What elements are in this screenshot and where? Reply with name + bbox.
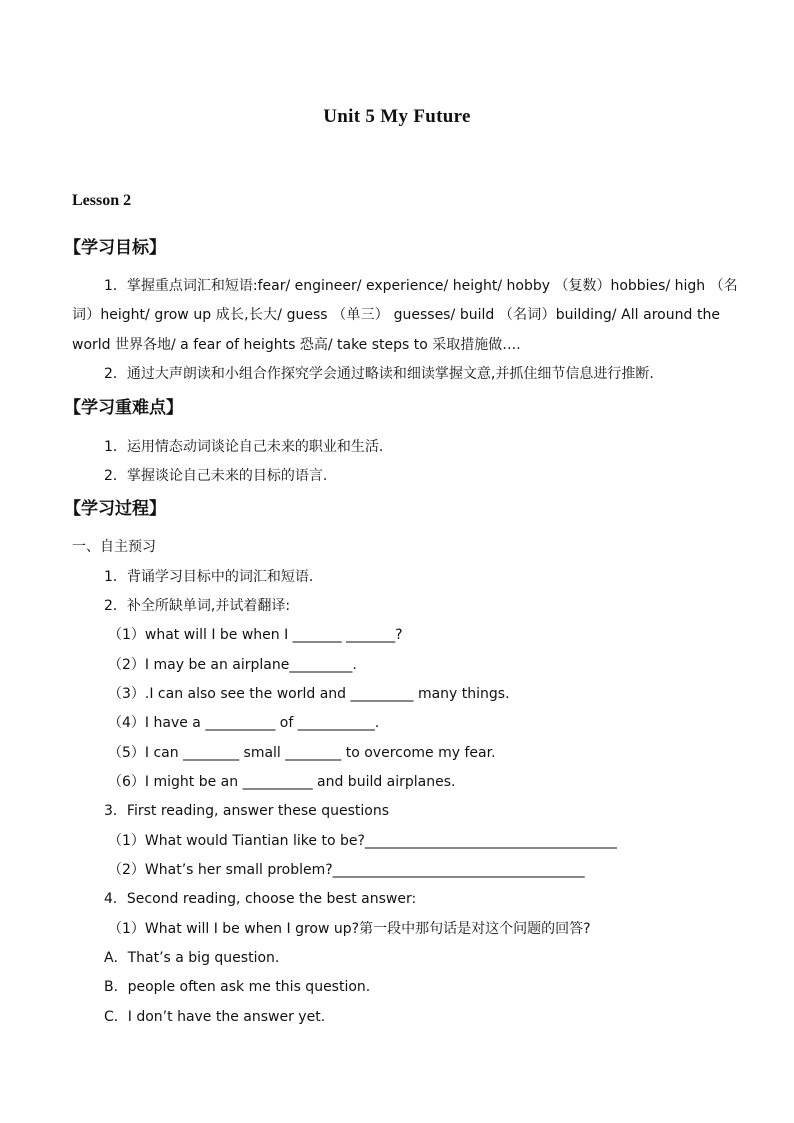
goals-line-1: 1．掌握重点词汇和短语:fear/ engineer/ experience/ height/ hobby （复数）hobbies/ high （名 — [104, 278, 738, 294]
difficulties-heading: 【学习重难点】 — [64, 398, 183, 418]
task-1: 1．背诵学习目标中的词汇和短语. — [104, 569, 314, 585]
reading-question: （1）What would Tiantian like to be?____________________________________ — [108, 833, 617, 849]
fill-item: （4）I have a __________ of ___________. — [108, 715, 380, 731]
fill-item: （6）I might be an __________ and build airplanes. — [108, 774, 456, 790]
difficulty-item-1: 1．运用情态动词谈论自己未来的职业和生活. — [104, 439, 384, 455]
section-heading: 一、自主预习 — [72, 539, 156, 555]
task-2: 2．补全所缺单词,并试着翻译: — [104, 598, 291, 614]
lesson-heading: Lesson 2 — [72, 192, 132, 209]
goals-line-2: 词）height/ grow up 成长,长大/ guess （单三） guesses/ build （名词）building/ All around the — [72, 307, 720, 323]
task-3: 3．First reading, answer these questions — [104, 803, 390, 819]
option-c: C．I don’t have the answer yet. — [104, 1009, 326, 1025]
task-4: 4．Second reading, choose the best answer: — [104, 891, 417, 907]
goals-heading: 【学习目标】 — [64, 238, 166, 258]
option-a: A．That’s a big question. — [104, 950, 280, 966]
fill-item: （5）I can ________ small ________ to overcome my fear. — [108, 745, 496, 761]
goals-line-3: world 世界各地/ a fear of heights 恐高/ take steps to 采取措施做…. — [72, 337, 521, 353]
reading-question: （2）What’s her small problem?____________________________________ — [108, 862, 585, 878]
page-title: Unit 5 My Future — [323, 106, 471, 127]
goals-line-4: 2．通过大声朗读和小组合作探究学会通过略读和细读掌握文意,并抓住细节信息进行推断. — [104, 366, 654, 382]
fill-item: （2）I may be an airplane_________. — [108, 657, 357, 673]
choice-question: （1）What will I be when I grow up?第一段中那句话是对这个问题的回答? — [108, 921, 591, 937]
fill-item: （3）.I can also see the world and _________ many things. — [108, 686, 510, 702]
difficulty-item-2: 2．掌握谈论自己未来的目标的语言. — [104, 468, 328, 484]
process-heading: 【学习过程】 — [64, 499, 166, 519]
option-b: B．people often ask me this question. — [104, 979, 371, 995]
fill-item: （1）what will I be when I _______ _______? — [108, 627, 403, 643]
